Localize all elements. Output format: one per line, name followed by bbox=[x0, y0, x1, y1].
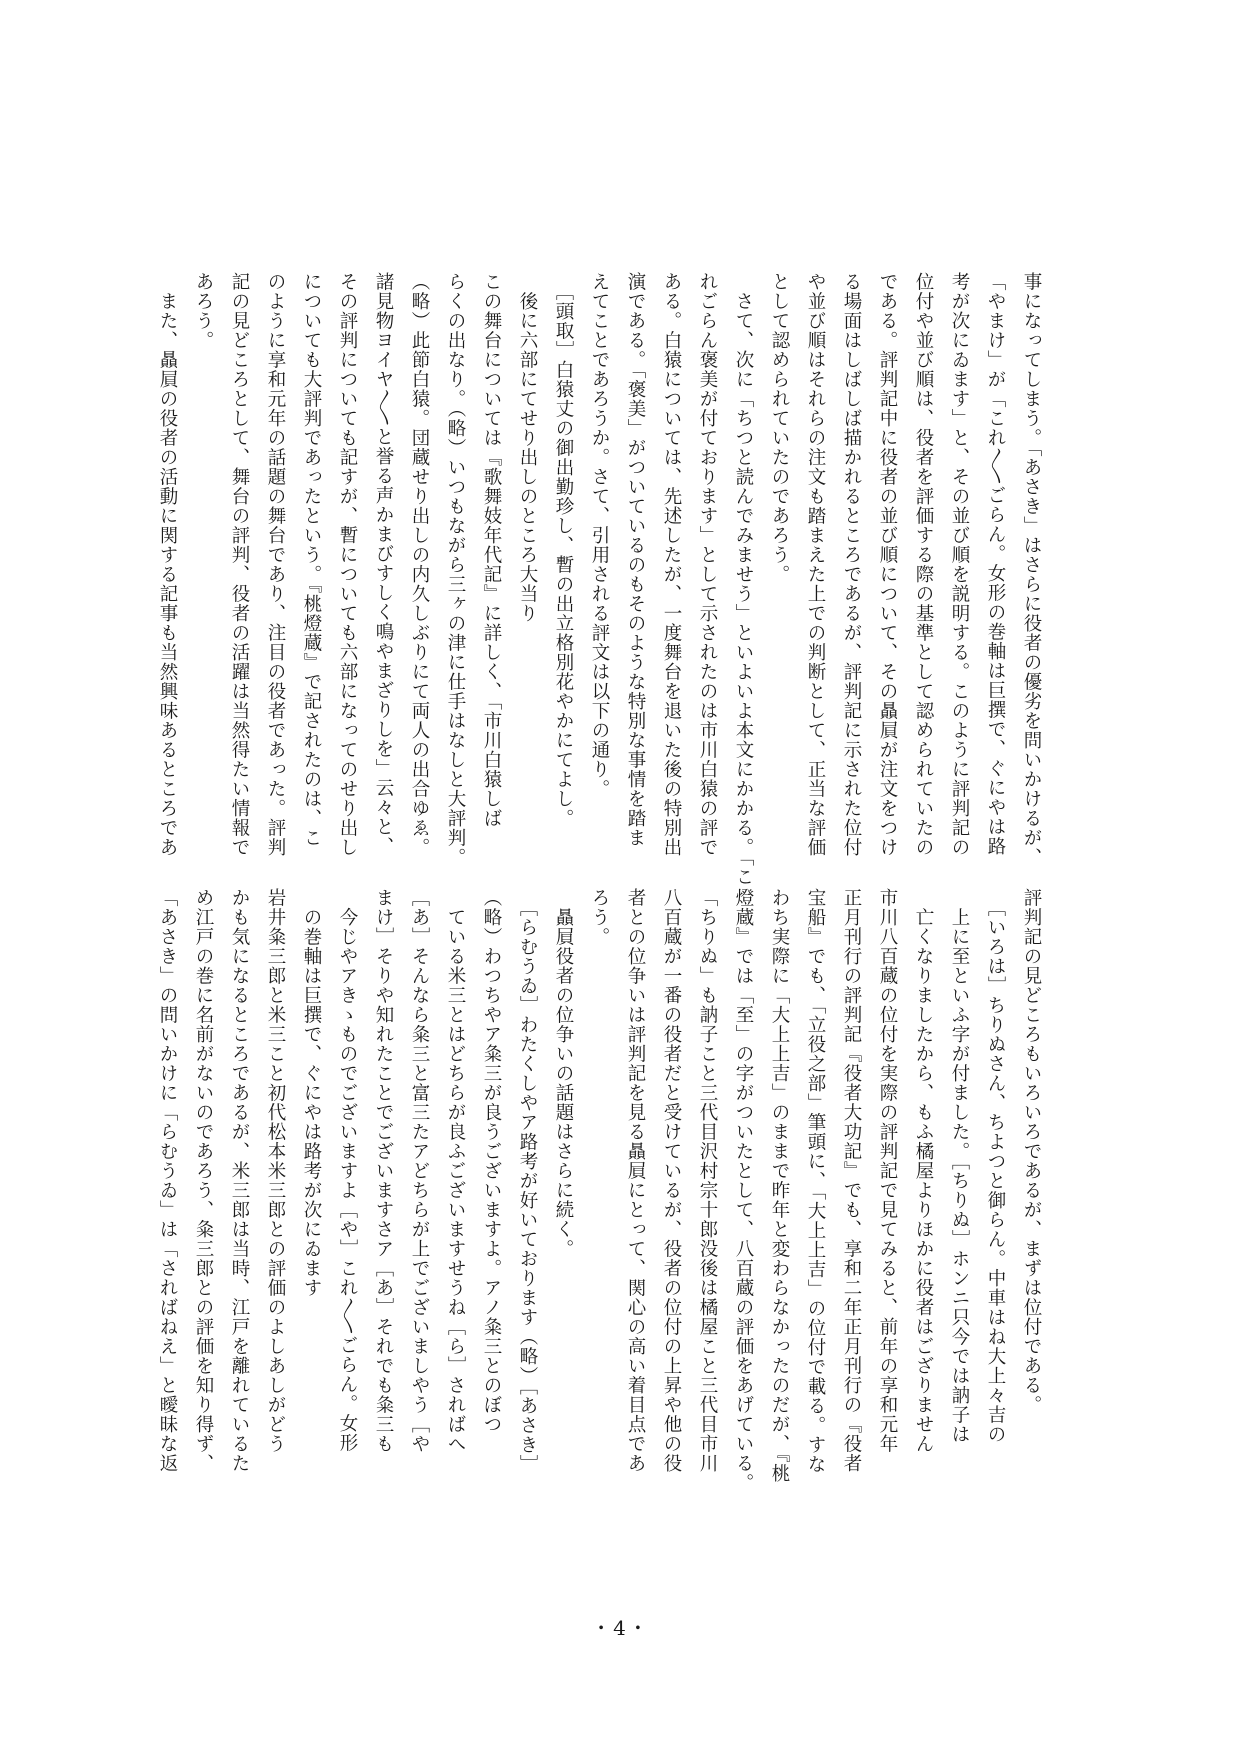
text-line: また、贔屓の役者の活動に関する記事も当然興味あるところであ bbox=[157, 272, 178, 857]
text-line: 岩井粂三郎と米三こと初代松本米三郎との評価のよしあしがどう bbox=[265, 888, 286, 1454]
text-line: め江戸の巻に名前がないのであろう、粂三郎との評価を知り得ず、 bbox=[193, 888, 214, 1473]
text-line: ［いろは］ちりぬさん、ちよつと御らん。中車はね大上々吉の bbox=[985, 888, 1006, 1445]
text-line: らくの出なり。（略）いつもながら三ヶの津に仕手はなしと大評判。 bbox=[445, 272, 466, 868]
text-line: ている米三とはどちらが良ふございますせうね［ら］さればへ bbox=[445, 888, 466, 1454]
text-line: 燈蔵』では「至」の字がついたとして、八百蔵の評価をあげている。 bbox=[733, 888, 754, 1493]
page-number: ・4・ bbox=[591, 1616, 650, 1640]
text-line: （略）此節白猿。団蔵せり出しの内久しぶりにて両人の出合ゆゑ。 bbox=[409, 272, 430, 857]
text-line: 位付や並び順は、役者を評価する際の基準として認められていたの bbox=[913, 272, 934, 857]
text-line: この舞台については『歌舞妓年代記』に詳しく、「市川白猿しば bbox=[481, 272, 502, 829]
text-line: 後に六部にてせり出しのところ大当り bbox=[517, 272, 538, 623]
text-line: （略）わつちやア粂三が良うございますよ。アノ粂三とのぼつ bbox=[481, 888, 502, 1434]
text-line: ［らむうゐ］わたくしやア路考が好いております（略）［あさき］ bbox=[517, 888, 538, 1474]
text-line: 正月刊行の評判記『役者大功記』でも、享和二年正月刊行の『役者 bbox=[841, 888, 862, 1473]
text-line: あろう。 bbox=[193, 272, 214, 350]
text-line: 贔屓役者の位争いの話題はさらに続く。 bbox=[553, 888, 574, 1259]
text-line: 事になってしまう。「あさき」はさらに役者の優劣を問いかけるが、 bbox=[1021, 272, 1042, 868]
text-line: ［頭取］白猿丈の御出勤珍し、暫の出立格別花やかにてよし。 bbox=[553, 272, 574, 829]
text-line: 亡くなりましたから、もふ橘屋よりほかに役者はござりません bbox=[913, 888, 934, 1454]
text-line: のように享和元年の話題の舞台であり、注目の役者であった。評判 bbox=[265, 272, 286, 857]
text-line: れごらん褒美が付ております」として示されたのは市川白猿の評で bbox=[697, 272, 718, 857]
text-line: 考が次にゐます」と、その並び順を説明する。このように評判記の bbox=[949, 272, 970, 857]
text-line: 宝船』でも、「立役之部」筆頭に、「大上上吉」の位付で載る。すな bbox=[805, 888, 826, 1474]
upper-text-column bbox=[157, 272, 1049, 887]
text-line: 「あさき」の問いかけに「らむうゐ」は「さればねえ」と曖昧な返 bbox=[157, 888, 178, 1473]
text-line: 評判記の見どころもいろいろであるが、まずは位付である。 bbox=[1021, 888, 1042, 1415]
text-line: 上に至といふ字が付ました。［ちりぬ］ホンニ只今では訥子は bbox=[949, 888, 970, 1445]
text-line: 諸見物ヨイヤ〳〵と誉る声かまびすしく鳴やまざりしを」云々と、 bbox=[373, 272, 394, 856]
text-line: る場面はしばしば描かれるところであるが、評判記に示された位付 bbox=[841, 272, 862, 857]
text-line: まけ］そりや知れたことでございますさア［あ］それでも粂三も bbox=[373, 888, 394, 1454]
text-line: ［あ］そんなら粂三と富三たアどちらが上でございましやう［や bbox=[409, 888, 430, 1454]
text-line: である。評判記中に役者の並び順について、その贔屓が注文をつけ bbox=[877, 272, 898, 857]
text-line: として認められていたのであろう。 bbox=[769, 272, 790, 584]
text-line: ろう。 bbox=[589, 888, 610, 947]
text-line: さて、次に「ちつと読んでみませう」といよいよ本文にかかる。「こ bbox=[733, 272, 754, 887]
text-line: 今じやアきゝものでございますよ［や］これ〳〵ごらん。女形 bbox=[337, 888, 358, 1453]
text-line: 「やまけ」が「これ〳〵ごらん。女形の巻軸は巨撰で、ぐにやは路 bbox=[985, 272, 1006, 856]
text-line: かも気になるところであるが、米三郎は当時、江戸を離れているた bbox=[229, 888, 250, 1473]
text-line: についても大評判であったという。『桃燈蔵』で記されたのは、こ bbox=[301, 272, 322, 848]
text-line: 者との位争いは評判記を見る贔屓にとって、関心の高い着目点であ bbox=[625, 888, 646, 1473]
text-line: わち実際に「大上上吉」のままで昨年と変わらなかったのだが、『桃 bbox=[769, 888, 790, 1484]
text-line: 演である。「褒美」がついているのもそのような特別な事情を踏ま bbox=[625, 272, 646, 848]
text-line: 記の見どころとして、舞台の評判、役者の活躍は当然得たい情報で bbox=[229, 272, 250, 857]
text-line: の巻軸は巨撰で、ぐにやは路考が次にゐます bbox=[301, 888, 322, 1298]
text-line: ある。白猿については、先述したが、一度舞台を退いた後の特別出 bbox=[661, 272, 682, 857]
text-line: 八百蔵が一番の役者だと受けているが、役者の位付の上昇や他の役 bbox=[661, 888, 682, 1473]
text-line: えてことであろうか。さて、引用される評文は以下の通り。 bbox=[589, 272, 610, 799]
text-line: や並び順はそれらの注文も踏まえた上での判断として、正当な評価 bbox=[805, 272, 826, 857]
lower-text-column bbox=[157, 888, 1049, 1508]
text-line: 市川八百蔵の位付を実際の評判記で見てみると、前年の享和元年 bbox=[877, 888, 898, 1454]
text-line: その評判についても記すが、暫についても六部になってのせり出し bbox=[337, 272, 358, 857]
text-line: 「ちりぬ」も訥子こと三代目沢村宗十郎没後は橘屋こと三代目市川 bbox=[697, 888, 718, 1473]
